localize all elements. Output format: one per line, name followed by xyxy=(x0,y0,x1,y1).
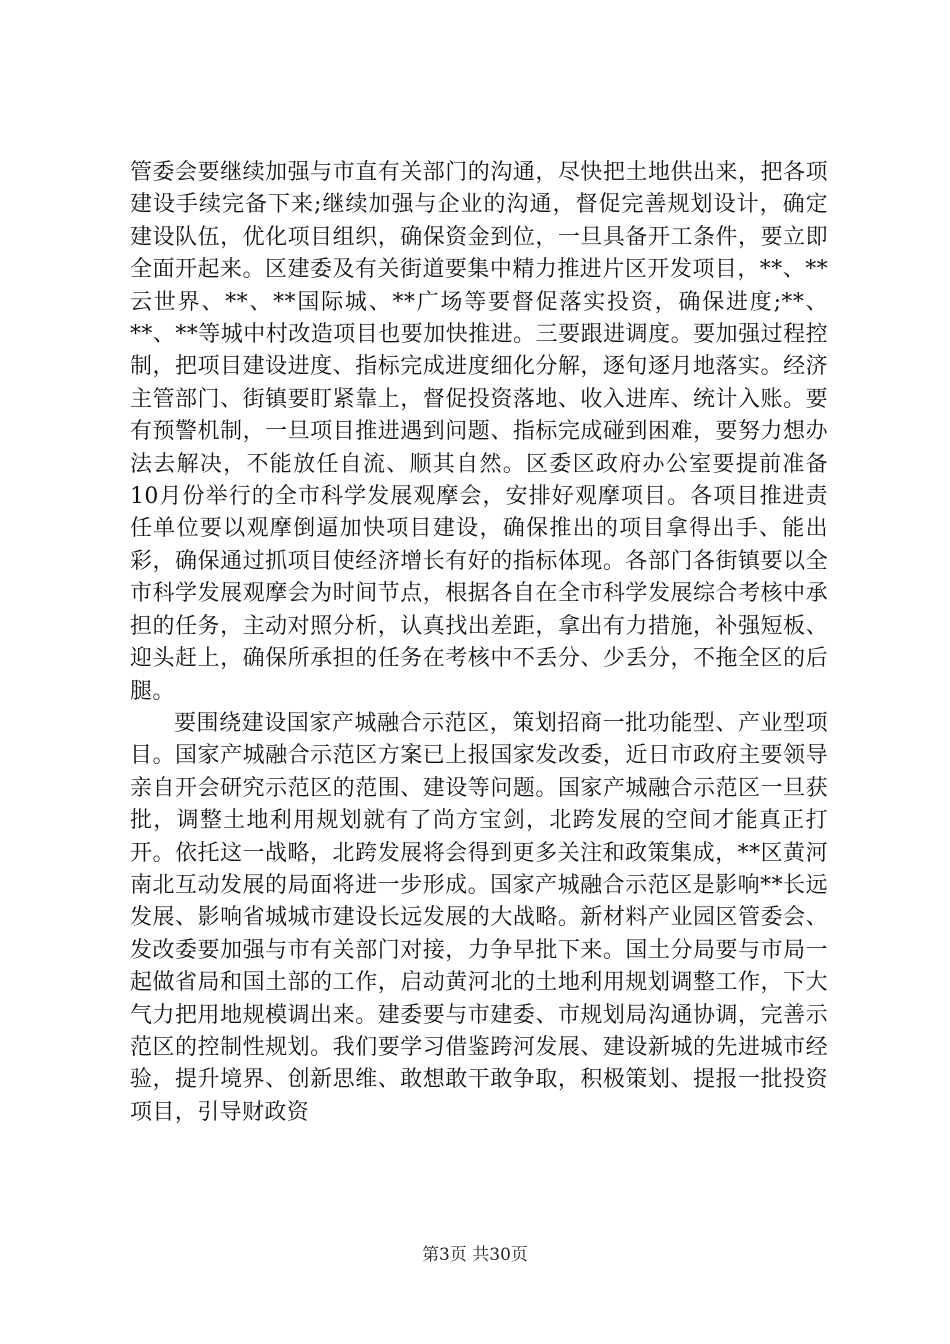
paragraph-1: 管委会要继续加强与市直有关部门的沟通，尽快把土地供出来，把各项建设手续完备下来;继续加强与企业的沟通，督促完善规划设计，确定建设队伍，优化项目组织，确保资金到位，一旦具备开工条件，要立即全面开起来。区建委及有关街道要集中精力推进片区开发项目，**、**云世界、**、**国际城、**广场等要督促落实投资，确保进度;**、**、**等城中村改造项目也要加快推进。三要跟进调度。要加强过程控制，把项目建设进度、指标完成进度细化分解，逐旬逐月地落实。经济主管部门、街镇要盯紧靠上，督促投资落地、收入进库、统计入账。要有预警机制，一旦项目推进遇到问题、指标完成碰到困难，要努力想办法去解决，不能放任自流、顺其自然。区委区政府办公室要提前准备10月份举行的全市科学发展观摩会，安排好观摩项目。各项目推进责任单位要以观摩倒逼加快项目建设，确保推出的项目拿得出手、能出彩，确保通过抓项目使经济增长有好的指标体现。各部门各街镇要以全市科学发展观摩会为时间节点，根据各自在全市科学发展综合考核中承担的任务，主动对照分析，认真找出差距，拿出有力措施，补强短板、迎头赶上，确保所承担的任务在考核中不丢分、少丢分，不拖全区的后腿。 xyxy=(130,160,828,704)
page-footer xyxy=(0,1240,950,1265)
page-number: 第3页 共30页 xyxy=(422,1245,528,1265)
document-body xyxy=(130,157,828,1129)
paragraph-2: 要围绕建设国家产城融合示范区，策划招商一批功能型、产业型项目。国家产城融合示范区方案已上报国家发改委，近日市政府主要领导亲自开会研究示范区的范围、建设等问题。国家产城融合示范区一旦获批，调整土地利用规划就有了尚方宝剑，北跨发展的空间才能真正打开。依托这一战略，北跨发展将会得到更多关注和政策集成，**区黄河南北互动发展的局面将进一步形成。国家产城融合示范区是影响**长远发展、影响省城城市建设长远发展的大战略。新材料产业园区管委会、发改委要加强与市有关部门对接，力争早批下来。国土分局要与市局一起做省局和国土部的工作，启动黄河北的土地利用规划调整工作，下大气力把用地规模调出来。建委要与市建委、市规划局沟通协调，完善示范区的控制性规划。我们要学习借鉴跨河发展、建设新城的先进城市经验，提升境界、创新思维、敢想敢干敢争取，积极策划、提报一批投资项目，引导财政资 xyxy=(130,710,828,1125)
